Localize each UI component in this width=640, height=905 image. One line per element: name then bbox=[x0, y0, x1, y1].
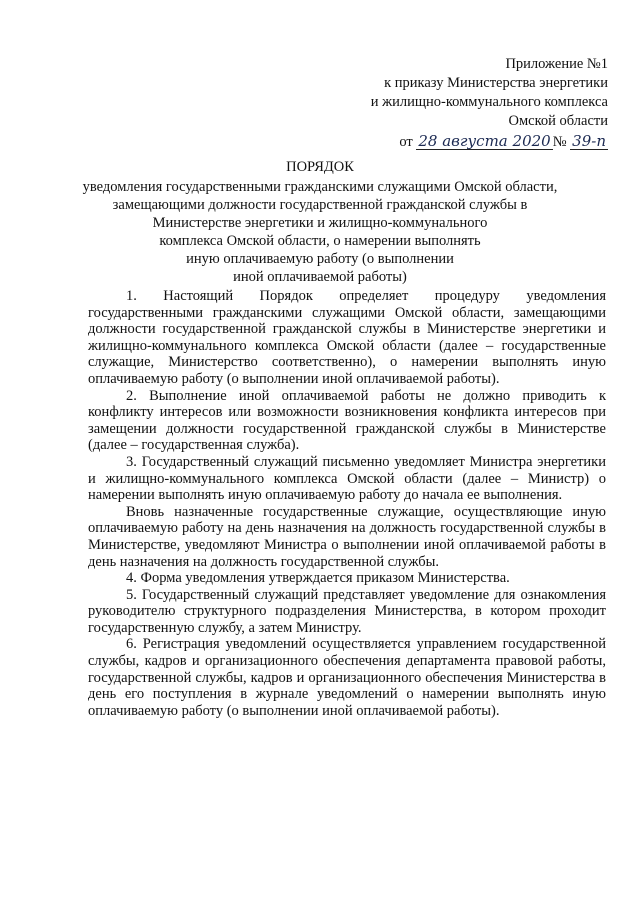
title-line: Министерстве энергетики и жилищно-коммунального bbox=[152, 215, 488, 231]
handwritten-date: 28 августа 2020 bbox=[418, 132, 551, 150]
document-title bbox=[0, 158, 640, 286]
order-reference-line-3: Омской области bbox=[508, 113, 608, 129]
handwritten-number: 39-п bbox=[572, 132, 606, 150]
number-prefix: № bbox=[552, 134, 567, 150]
paragraph-6: 6. Регистрация уведомлений осуществляется управлением государственной службы, кадров и организационного обеспечения департамента правовой работы, государственной службы, кадров и организационного обеспечения Министерства в день его поступления в журнале уведомлений о намерении выполнять иную оплачиваемую работу (о выполнении иной оплачиваемой работы). bbox=[88, 636, 606, 719]
title-line: замещающими должности государственной гражданской службы в bbox=[112, 197, 528, 213]
document-header bbox=[371, 55, 608, 152]
date-prefix: от bbox=[399, 134, 413, 150]
title-heading: ПОРЯДОК bbox=[286, 159, 354, 175]
title-line: уведомления государственными гражданскими служащими Омской области, bbox=[82, 179, 558, 195]
paragraph-4: 4. Форма уведомления утверждается приказом Министерства. bbox=[126, 570, 510, 587]
title-line: иную оплачиваемую работу (о выполнении bbox=[186, 251, 454, 267]
paragraph-2: 2. Выполнение иной оплачиваемой работы не должно приводить к конфликту интересов или возможности возникновения конфликта интересов при замещении должности государственной гражданской службы в Министерстве (далее – государственная служба). bbox=[88, 387, 606, 454]
title-line: иной оплачиваемой работы) bbox=[233, 269, 407, 285]
paragraph-3-continuation: Вновь назначенные государственные служащие, осуществляющие иную оплачиваемую работу на день назначения на должность государственной службы в Министерстве, уведомляют Министра о выполнении иной оплачиваемой работы в день назначения на должность государственной службы. bbox=[88, 503, 606, 570]
order-reference-line-1: к приказу Министерства энергетики bbox=[384, 75, 608, 91]
document-body bbox=[88, 288, 606, 719]
paragraph-1: 1. Настоящий Порядок определяет процедуру уведомления государственными гражданскими служащими Омской области, замещающими должности государственной гражданской службы в Министерстве энергетики и жилищно-коммунального комплекса Омской области (далее – государственные служащие, Министерство соответственно), о намерении выполнять иную оплачиваемую работу (о выполнении иной оплачиваемой работы). bbox=[88, 288, 606, 387]
appendix-label: Приложение №1 bbox=[505, 56, 608, 72]
paragraph-3: 3. Государственный служащий письменно уведомляет Министра энергетики и жилищно-коммунального комплекса Омской области (далее – Министр) о намерении выполнять иную оплачиваемую работу до начала ее выполнения. bbox=[88, 453, 606, 504]
order-reference-line-2: и жилищно-коммунального комплекса bbox=[370, 94, 608, 110]
title-line: комплекса Омской области, о намерении выполнять bbox=[159, 233, 481, 249]
order-date-line bbox=[371, 133, 608, 152]
paragraph-5: 5. Государственный служащий представляет уведомление для ознакомления руководителю структурного подразделения Министерства, в котором проходит государственную службу, а затем Министру. bbox=[88, 586, 606, 636]
